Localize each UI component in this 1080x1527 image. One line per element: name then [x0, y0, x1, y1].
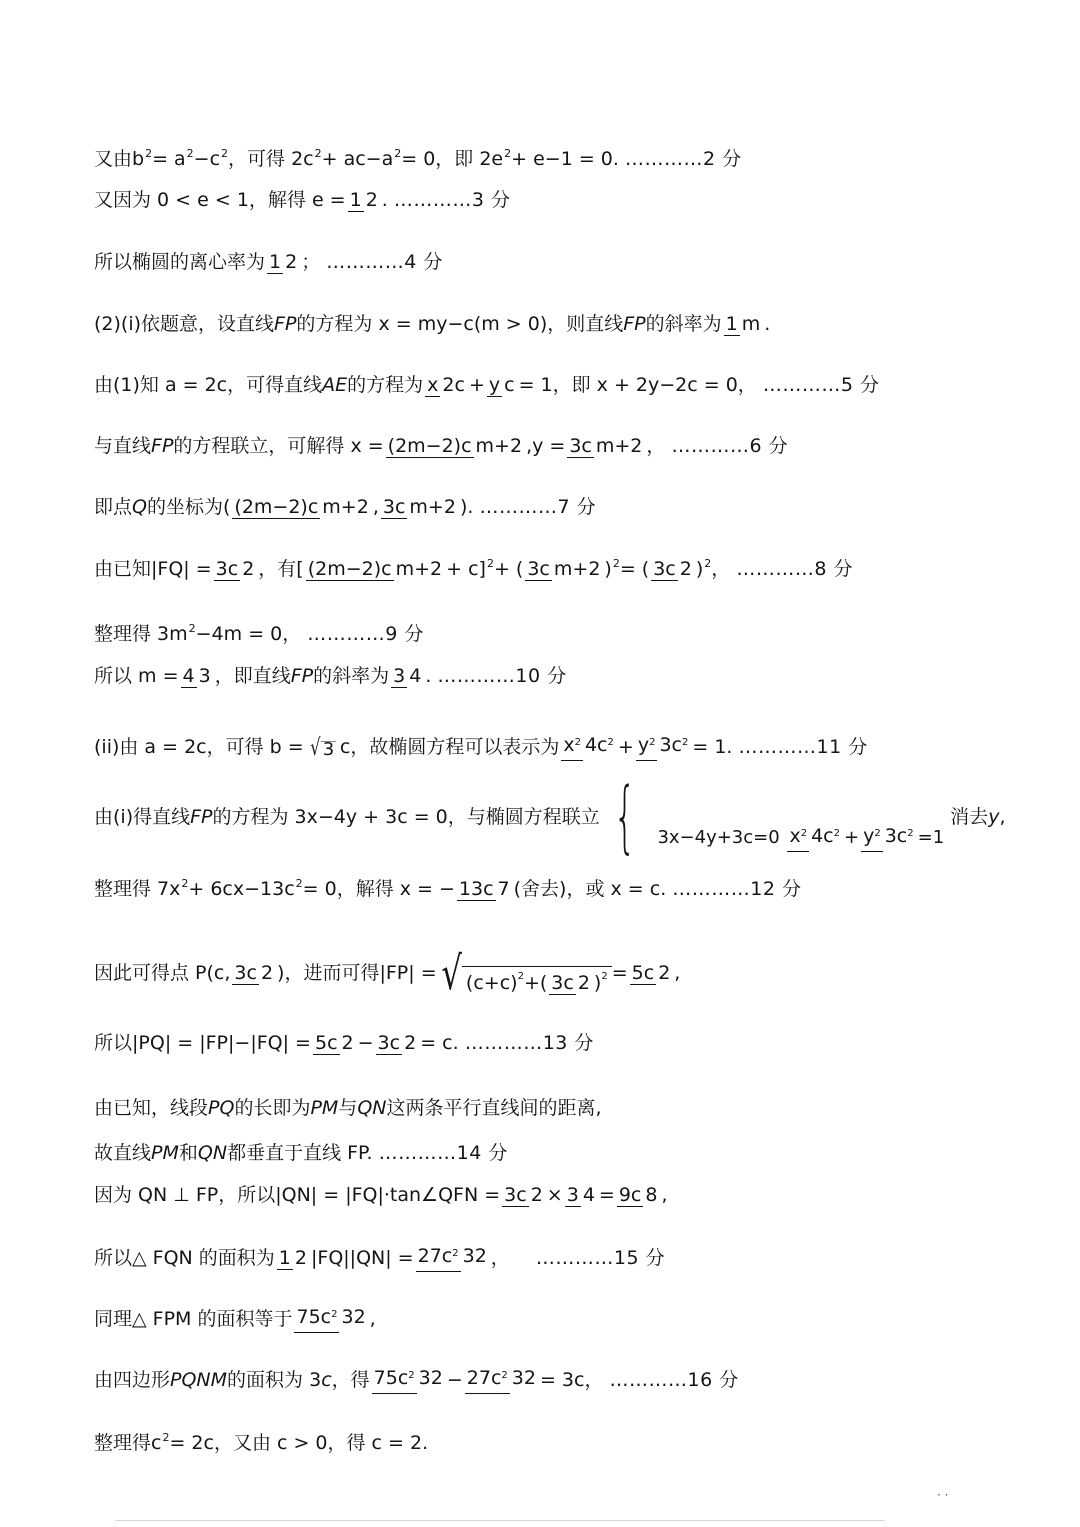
- fraction: 3c 2: [551, 971, 590, 994]
- solution-line-11: (ii)由 a = 2c，可得 b =√3 c，故椭圆方程可以表示为 x2 4c2+y2 3c2= 1. …………11 分: [94, 733, 868, 761]
- solution-line-10: 所以 m =4 3 ，即直线FP的斜率为 3 4 . …………10 分: [94, 665, 567, 687]
- solution-line-18: 因为 QN ⊥ FP，所以|QN| = |FQ|·tan∠QFN =3c 2 × 3 4=9c 8 ,: [94, 1184, 668, 1206]
- solution-line-8: 由已知|FQ| =3c 2 ，有[ (2m−2)c m+2+ c]2+ ( 3c m+2 )2= ( 3c 2 )2， …………8 分: [94, 557, 853, 580]
- score-marker: …………4 分: [326, 251, 443, 273]
- fraction: 3c 2: [653, 558, 692, 580]
- fraction: 75c2 32: [294, 1306, 367, 1333]
- solution-line-15: 所以|PQ| = |FP|−|FQ| =5c 2 − 3c 2= c. …………13 分: [94, 1032, 594, 1054]
- score-marker: …………9 分: [307, 623, 424, 645]
- fraction: 3c m+2: [382, 496, 456, 518]
- fraction: 1 2: [278, 1247, 307, 1269]
- score-marker: …………12 分: [672, 878, 802, 900]
- fraction: 1 m: [725, 313, 761, 335]
- sqrt-symbol: √3: [309, 733, 334, 761]
- solution-line-14: 因此可得点 P(c, 3c 2 )，进而可得|FP| =√ (c+c) 2 +( 3c 2 ) 2 =5c 2 ,: [94, 946, 681, 1000]
- fraction: 27c2 32: [465, 1367, 538, 1394]
- equation-system: { 3x−4y+3c=0 x2 4c2 + y2 3c2 =1: [613, 772, 945, 862]
- fraction: y2 3c2: [636, 734, 691, 761]
- solution-line-3: 所以椭圆的离心率为 1 2 ； …………4 分: [94, 251, 443, 273]
- solution-line-21: 由四边形PQNM的面积为 3c，得 75c2 32 − 27c2 32= 3c， …………16 分: [94, 1367, 739, 1394]
- solution-line-22: 整理得c2= 2c，又由 c > 0，得 c = 2.: [94, 1431, 429, 1454]
- fraction: (2m−2)c m+2: [387, 435, 523, 457]
- fraction: 3c 2: [234, 961, 274, 984]
- fraction: 27c2 32: [416, 1245, 489, 1272]
- fraction: 3c m+2: [569, 435, 643, 457]
- fraction: x2 4c2: [561, 734, 616, 761]
- score-marker: …………5 分: [762, 374, 880, 396]
- brace-symbol: {: [613, 772, 636, 862]
- solution-line-16: 由已知，线段PQ的长即为PM与QN这两条平行直线间的距离,: [94, 1097, 602, 1119]
- fraction: 5c 2: [631, 961, 671, 984]
- fraction: (2m−2)c m+2: [234, 496, 369, 518]
- fraction: 3 4: [393, 665, 422, 687]
- sqrt-symbol: √ (c+c) 2 +( 3c 2 ) 2: [437, 950, 612, 996]
- fraction: (2m−2)c m+2: [307, 558, 443, 580]
- solution-line-13: 整理得 7x2+ 6cx−13c2= 0，解得 x = − 13c 7 (舍去)，或 x = c. …………12 分: [94, 877, 802, 900]
- fraction: y c: [488, 374, 515, 396]
- solution-line-7: 即点Q的坐标为( (2m−2)c m+2 , 3c m+2 ). …………7 分: [94, 496, 597, 518]
- solution-line-1: 又由b2= a2−c2，可得 2c2+ ac−a2= 0，即 2e2+ e−1 = 0. …………2 分: [94, 147, 742, 170]
- solution-line-9: 整理得 3m2−4m = 0， …………9 分: [94, 622, 424, 645]
- fraction: 1 2: [269, 251, 298, 273]
- fraction: 3c m+2: [527, 558, 601, 580]
- score-marker: …………8 分: [736, 558, 853, 580]
- fraction: 3c 2: [377, 1032, 417, 1054]
- fraction: 3 4: [566, 1184, 595, 1206]
- score-marker: …………15 分: [535, 1247, 666, 1269]
- score-marker: …………14 分: [378, 1142, 508, 1164]
- score-marker: …………16 分: [609, 1369, 739, 1391]
- score-marker: …………11 分: [738, 735, 868, 758]
- solution-line-6: 与直线FP的方程联立，可解得 x =(2m−2)c m+2 ,y =3c m+2 ， …………6 分: [94, 435, 789, 457]
- fraction: 9c 8: [618, 1184, 658, 1206]
- fraction: 5c 2: [314, 1032, 354, 1054]
- score-marker: …………2 分: [624, 148, 742, 170]
- solution-line-5: 由(1)知 a = 2c，可得直线AE的方程为 x 2c+y c= 1，即 x + 2y−2c = 0， …………5 分: [94, 374, 880, 396]
- score-marker: …………10 分: [437, 665, 567, 687]
- fraction: 1 2: [349, 189, 378, 211]
- fraction: 4 3: [182, 665, 211, 687]
- solution-line-12: 由(i)得直线FP的方程为 3x−4y + 3c = 0，与椭圆方程联立 { 3x−4y+3c=0 x2 4c2 + y2 3c2 =1消去y,: [94, 772, 1006, 862]
- solution-line-17: 故直线PM和QN都垂直于直线 FP. …………14 分: [94, 1142, 508, 1164]
- corner-dots: · ·: [937, 1488, 949, 1502]
- solution-line-2: 又因为 0 < e < 1，解得 e =1 2 . …………3 分: [94, 189, 511, 211]
- fraction: 13c 7: [458, 878, 510, 900]
- solution-line-20: 同理△ FPM 的面积等于 75c2 32 ,: [94, 1306, 376, 1333]
- score-marker: …………3 分: [393, 189, 511, 211]
- fraction: 75c2 32: [372, 1367, 445, 1394]
- fraction: 3c 2: [504, 1184, 543, 1206]
- fraction: x 2c: [427, 374, 465, 396]
- fraction: 3c 2: [215, 558, 255, 580]
- fraction: y2 3c2: [861, 825, 916, 852]
- fraction: x2 4c2: [787, 825, 842, 852]
- score-marker: …………6 分: [671, 435, 789, 457]
- score-marker: …………7 分: [479, 496, 597, 518]
- solution-line-19: 所以△ FQN 的面积为 1 2 |FQ||QN| =27c2 32 ， …………15 分: [94, 1245, 665, 1272]
- solution-line-4: (2)(i)依题意，设直线FP的方程为 x = my−c(m > 0)，则直线FP的斜率为 1 m .: [94, 313, 771, 335]
- page-bottom-rule: [115, 1520, 885, 1521]
- score-marker: …………13 分: [464, 1032, 594, 1054]
